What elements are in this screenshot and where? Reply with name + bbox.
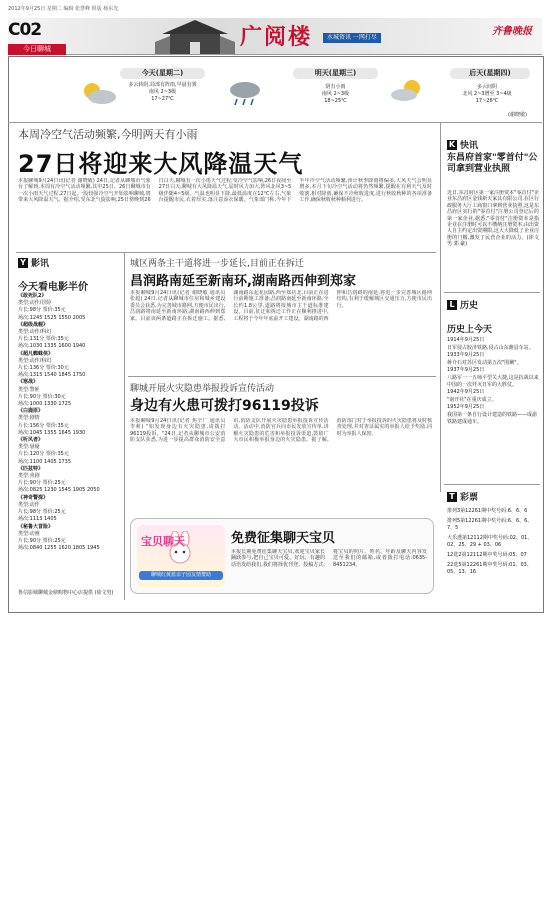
list-item: 片长:136分 票价:30元 bbox=[18, 365, 69, 372]
section-t-icon: T bbox=[447, 492, 457, 502]
fire-headline: 身边有火患可拨打96119投诉 bbox=[130, 398, 319, 414]
bigad-body: 本报长期免费征集聊天宝贝,欢迎宝贝家长踊跃参与,把自己宝贝可爱、好玩、有趣的话语发给我们,我们将择优刊登。投稿方式:将宝贝的照片、姓名、年龄及聊天内容发送至我们的邮箱,或者拨打电话:0635-8451234。 bbox=[231, 549, 427, 568]
lead-headline: 27日将迎来大风降温天气 bbox=[18, 150, 304, 178]
list-item: 《超级战舰》 bbox=[18, 321, 49, 328]
list-item: 片长:90分 票价:25元 bbox=[18, 537, 66, 544]
weather-wind: 北风 2~3增至 3~4级 bbox=[462, 91, 512, 97]
list-item: 《敢死队2》 bbox=[18, 293, 47, 299]
bigad-ribbon: 聊城红黄蓝亲子园友情赞助 bbox=[139, 571, 223, 580]
logo-sub: 水城资讯 一网打尽 bbox=[323, 33, 381, 43]
list-item: 片长:131分 票价:35元 bbox=[18, 336, 69, 343]
list-item: 《白鹿原》 bbox=[18, 408, 44, 415]
tower-illustration-icon bbox=[150, 18, 240, 54]
weather-day-title: 后天(星期四) bbox=[450, 68, 530, 79]
list-item: 类型:喜剧 bbox=[18, 473, 40, 480]
weather-day-title: 今天(星期二) bbox=[120, 68, 205, 79]
weather-day-title: 明天(星期三) bbox=[293, 68, 378, 79]
rain-cloud-icon bbox=[225, 80, 265, 106]
list-item: 1952年9月25日 bbox=[447, 404, 485, 411]
list-item: 1942年9月25日 bbox=[447, 389, 485, 396]
list-item: 《神奇警探》 bbox=[18, 494, 49, 501]
list-item: 类型:动作/冒险 bbox=[18, 300, 52, 307]
bigad-image bbox=[137, 525, 225, 587]
weather-wind: 南风 2~3级 bbox=[148, 89, 177, 95]
fire-body: 本报聊城9月24日讯(记者 焦辛厂 通讯员 李莉) "如发现身边有火灾隐患,请拨打96119投诉。"24日,记者从聊城市公安消防支队获悉,为进一步提高群众消防安全意识,消防支队开展火灾隐患举报投诉宣传活动。活动中,消防官兵向市民发放宣传单,讲解火灾隐患的危害和举报投诉渠道,鼓励广大市民积极举报身边的火灾隐患。据了解,消防部门对于举报投诉的火灾隐患将及时核查处理,并对查证属实的举报人给予奖励,同时为举报人保密。 bbox=[130, 418, 432, 444]
list-item: "南开社"在重庆成立。 bbox=[447, 396, 497, 403]
list-item: 类型:剧情 bbox=[18, 415, 40, 422]
lead-body: 本报聊城9月24日讯(记者 谢晓敏) 24日,记者从聊城市气象台了解到,本周有冷空气活动频繁,其中25日、26日聊城市有一次小雨天气过程,27日起,一股较强冷空气开始影响聊城,将带来大风降温天气。据介绍,受东北气旋影响,25日傍晚到26日白天,聊城有一次小雨天气过程;受冷空气影响,26日夜间至27日白天,聊城有大风降温天气,届时风力加大,阵风北风3~5级伴随4~5级。气温也明显下降,最低温度在12℃左右,气象台提醒市民,衣着厚实,落注意添衣保暖。气象部门称,今年下半年冷空气活动频繁,预计秋季降雨将偏多,大风天气会明显增多,本月下旬冷空气活动将仍然频繁,提醒在有利天气及时收割,相对降雨,确保不冷秋收进度,进行秋收秋种的各项准备工作,确保秋收秋种顺利进行。 bbox=[18, 178, 432, 204]
list-item: 类型:动作 bbox=[18, 501, 40, 508]
list-item: 12选2第12112期中奖号码:05、07 bbox=[447, 552, 527, 558]
list-item: 场次:1315 1540 1845 1750 bbox=[18, 372, 86, 379]
section-badge: 今日聊城 bbox=[8, 44, 66, 55]
traffic-kicker: 城区两条主干道将进一步延长,目前正在拆迁 bbox=[130, 259, 304, 269]
lead-kicker: 本周冷空气活动频繁,今明两天有小雨 bbox=[18, 128, 198, 141]
lottery-section-label: T 彩票 bbox=[447, 490, 478, 503]
section-k-icon: K bbox=[448, 139, 456, 149]
list-item: 片长:120分 票价:35元 bbox=[18, 451, 69, 458]
bigad-headline: 免费征集聊天宝贝 bbox=[231, 531, 336, 546]
list-item: 《听风者》 bbox=[18, 437, 44, 444]
list-item: 场次:1245 1525 1550 2005 bbox=[18, 314, 86, 321]
movie-title: 今天看电影半价 bbox=[18, 282, 88, 293]
list-item: 片长:98分 票价:35元 bbox=[18, 307, 66, 314]
history-title: 历史上今天 bbox=[447, 325, 493, 335]
list-item: 类型:动作/科幻 bbox=[18, 329, 52, 336]
list-item: 排列3第12261期中奖号码:6、6、6 bbox=[447, 508, 528, 514]
weather-desc: 多云间阴 bbox=[476, 84, 497, 90]
list-item: 场次:1113 1405 bbox=[18, 516, 57, 523]
list-item: 类型:动画 bbox=[18, 530, 40, 537]
list-item: 场次:1045 1355 1645 1930 bbox=[18, 429, 86, 436]
list-item: 场次:1030 1335 1600 1940 bbox=[18, 343, 86, 350]
traffic-body: 本报聊城9月24日讯(记者 谢晓敏 通讯员 张超) 24日,记者从聊城市住房和城乡建设委员会获悉,为完善城市路网,方便市民出行,昌润路将南延至新南环路,湖南路西伸到郑家。目前该两条道路正在拆迁施工。据悉,湖南路东起花园路,西至郑店北,目前正在进行前期施工准备;昌润路南延至新南环路,全长约1.8公里,道路将按城市主干道标准建设。目前,征迁和拆迁工作正在顺利推进中,工程将于今年年底前开工建设。湖南路的西伸和昌润路的南延,将进一步完善城区路网结构,有利于缓解城区交通压力,方便市民出行。 bbox=[130, 290, 432, 322]
list-item: 片长:90分 票价:25元 bbox=[18, 480, 66, 487]
paper-name: 齐鲁晚报 bbox=[492, 26, 532, 37]
bigad-brand: 宝贝聊天 bbox=[141, 535, 185, 548]
movie-list bbox=[18, 293, 118, 552]
list-item: 大乐透第12112期中奖号码:02、01、02、25、29 + 03、06 bbox=[447, 535, 533, 548]
list-item: 日军侵占胶济铁路,侵占山东潍县车站。 bbox=[447, 344, 534, 351]
page-code: C02 bbox=[8, 20, 42, 40]
weather-temp: 18~25℃ bbox=[324, 98, 347, 104]
list-item: 《匹兹特》 bbox=[18, 465, 44, 472]
list-item: 《超凡蜘蛛侠》 bbox=[18, 350, 54, 357]
dateline: 2012年9月25日 星期二 编辑 张慧峰 组版 杨东光 bbox=[8, 6, 119, 12]
weather-desc: 多云转阴,局部有阵雨,早晨有雾 bbox=[128, 82, 197, 88]
list-item: 排列5第12261期中奖号码:6、6、6、7、5 bbox=[447, 518, 533, 531]
weather-temp: 17~26℃ bbox=[475, 98, 499, 104]
express-section-label: K 快讯 bbox=[448, 139, 479, 151]
list-item: 1914年9月25日 bbox=[447, 337, 485, 343]
history-list bbox=[447, 337, 539, 426]
bigad-box bbox=[130, 518, 434, 594]
list-item: 蒋介石对苏区发动第五次"围剿"。 bbox=[447, 359, 522, 366]
express-body: 近日,东昌府区第一家注册资本"零首付"企业东昌府区金钱新天家具有限公司,在区行政服务大厅工商窗口拿到营业执照,这是东昌府区实行的"零首付"注册公司登记后的第一家企业,据悉,"零首付"注册资本是指企业在注册时可以不缴纳注册资本,由出资人自主约定出资期限,这大大降低了企业注册的门槛,激发了民营企业的活力。(徐文男 郭 豪) bbox=[447, 190, 539, 248]
weather-wind: 南风 2~3级 bbox=[321, 91, 350, 97]
list-item: 类型:动作/科幻 bbox=[18, 357, 52, 364]
list-item: 场次:0825 1230 1545 1905 2050 bbox=[18, 487, 100, 494]
list-item: 1933年9月25日 bbox=[447, 352, 485, 359]
list-item: 片长:156分 票价:35元 bbox=[18, 422, 69, 429]
logo-title: 广阅楼 bbox=[240, 25, 313, 50]
list-item: 我国第一条自行设计建造的铁路——成渝铁路建成通车。 bbox=[447, 411, 538, 425]
list-item: 八路军一一五师平型关大捷,这是抗战以来中国的一次歼灭日军的大胜仗。 bbox=[447, 374, 539, 388]
list-item: 类型:警匪 bbox=[18, 386, 40, 393]
fire-kicker: 聊城开展火灾隐患举报投诉宣传活动 bbox=[130, 384, 275, 394]
movie-footer: 鲁信影城聊城金鼎购物中心店提供 (徐文男) bbox=[18, 590, 114, 596]
list-item: 场次:1000 1330 1725 bbox=[18, 401, 72, 408]
traffic-headline: 昌润路南延至新南环,湖南路西伸到郑家 bbox=[130, 274, 356, 289]
express-headline: 东昌府首家"零首付"公司拿到营业执照 bbox=[447, 153, 538, 174]
partly-cloudy-icon bbox=[388, 78, 428, 104]
list-item: 片长:90分 票价:30元 bbox=[18, 393, 66, 400]
list-item: 1937年9月25日 bbox=[447, 367, 485, 374]
section-y-icon: Y bbox=[18, 258, 28, 268]
weather-desc: 阴有小雨 bbox=[325, 84, 346, 90]
list-item: 《秘鲁大冒险》 bbox=[18, 523, 54, 530]
list-item: 22选5第12261期中奖号码:01、03、05、13、16 bbox=[447, 562, 532, 575]
weather-temp: 17~27℃ bbox=[151, 96, 174, 102]
movie-section-label: Y 影讯 bbox=[18, 256, 49, 269]
list-item: 《寒战》 bbox=[18, 379, 39, 386]
lottery-list bbox=[447, 508, 539, 579]
list-item: 场次:1100 1405 1735 bbox=[18, 458, 72, 465]
weather-credit: (谢晓敏) bbox=[508, 112, 527, 118]
section-l-icon: L bbox=[447, 300, 457, 310]
list-item: 类型:悬疑 bbox=[18, 444, 40, 451]
cloudy-sun-icon bbox=[78, 80, 118, 106]
list-item: 片长:98分 票价:25元 bbox=[18, 509, 66, 516]
history-section-label: L 历史 bbox=[447, 298, 478, 311]
list-item: 场次:0840 1255 1620 1805 1945 bbox=[18, 545, 100, 552]
